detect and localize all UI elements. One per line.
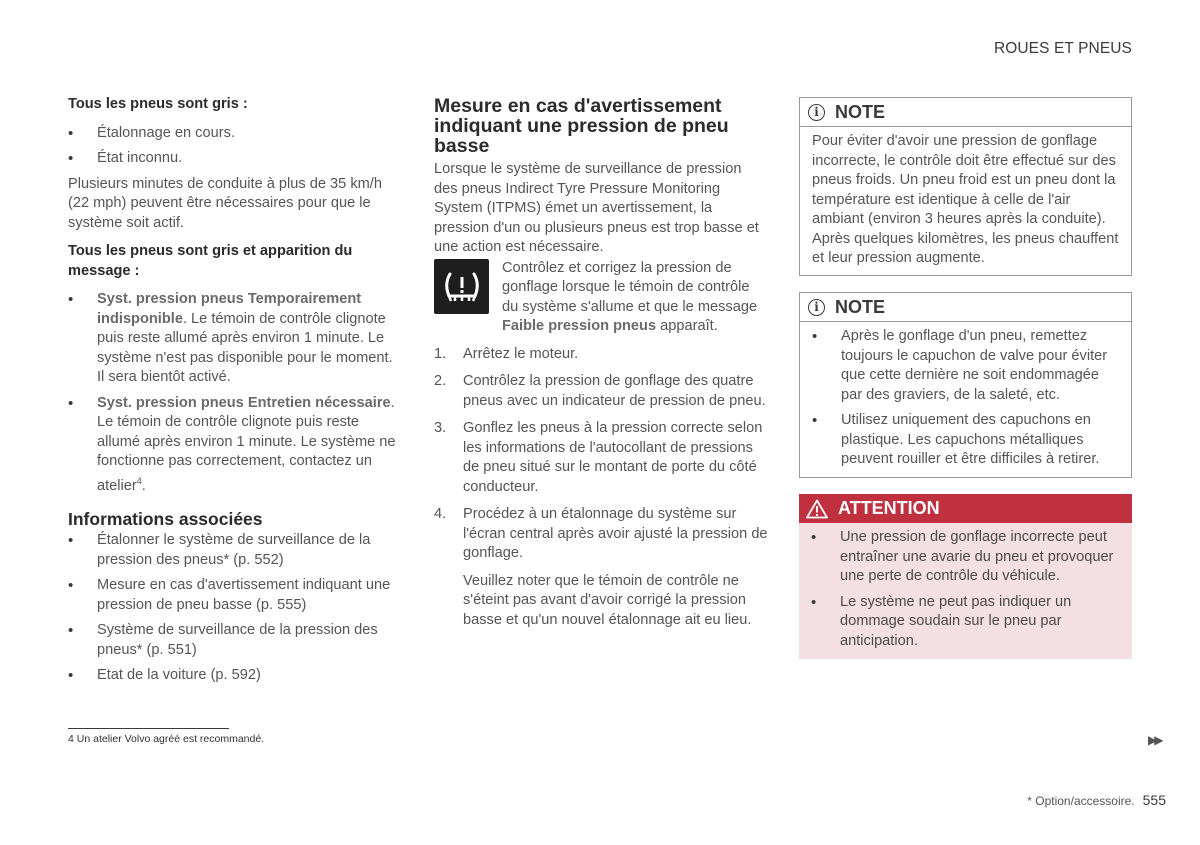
section-header: ROUES ET PNEUS [993, 40, 1132, 57]
list-item: • Une pression de gonflage incorrecte peut entraîner une avarie du pneu et provoquer une perte de contrôle du véhicule. [811, 528, 1122, 587]
column-left [68, 92, 400, 686]
step-text: Arrêtez le moteur. [463, 345, 579, 362]
tyre-pressure-icon [442, 268, 482, 304]
step-item [434, 505, 768, 564]
step-item [434, 345, 768, 365]
period: . [141, 477, 146, 494]
note-box-valve-caps [799, 292, 1132, 478]
attention-list [811, 528, 1122, 651]
note-box-cold-tyres [799, 97, 1132, 276]
next-page-icon[interactable]: ▶▶ [1148, 733, 1161, 747]
related-list [68, 531, 400, 686]
grey-status-list [68, 124, 400, 169]
related-heading: Informations associées [68, 508, 263, 529]
grey-tyres-heading: Tous les pneus sont gris : [68, 96, 248, 112]
note-list [812, 327, 1121, 470]
intro-paragraph: Lorsque le système de surveillance de pression des pneus Indirect Tyre Pressure Monitoring System (ITPMS) émet un avertissement, la pression d'un ou plusieurs pneus est trop basse et une action est nécessaire. [434, 161, 759, 255]
step-number: 2. [434, 373, 447, 389]
footnote-divider [68, 728, 229, 729]
message-description: . Le témoin de contrôle clignote puis reste allumé après environ 1 minute. Le système n'est pas disponible pour le moment. Il sera bientôt activé. [97, 310, 393, 385]
warning-triangle-icon [806, 499, 828, 519]
note-header [800, 293, 1131, 322]
step-item [434, 419, 768, 497]
related-link[interactable]: • Etat de la voiture (p. 592) [68, 666, 400, 686]
list-item: • État inconnu. [68, 149, 400, 169]
list-item [68, 394, 400, 496]
attention-body [799, 523, 1132, 659]
attention-box [799, 494, 1132, 659]
warning-lamp-text [502, 259, 768, 337]
attention-title: ATTENTION [838, 498, 940, 518]
step-number: 1. [434, 345, 447, 362]
warning-lamp-block [434, 259, 768, 337]
footnote-text: Un atelier Volvo agréé est recommandé. [73, 733, 265, 745]
step-text: Contrôlez la pression de gonflage des quatre pneus avec un indicateur de pression de pneu. [463, 373, 766, 409]
footnote [68, 733, 264, 745]
info-icon: i [808, 104, 825, 121]
footnote-number: 4 [68, 733, 74, 745]
footnote-ref[interactable]: 4 [136, 475, 142, 486]
note-title: NOTE [835, 101, 886, 122]
page-number: 555 [1142, 792, 1166, 808]
procedure-steps [434, 345, 768, 564]
tpms-warning-icon [434, 259, 489, 314]
list-item: • Utilisez uniquement des capuchons en plastique. Les capuchons métalliques peuvent rouiller et être difficiles à retirer. [812, 411, 1121, 470]
related-link[interactable]: • Système de surveillance de la pression des pneus* (p. 551) [68, 621, 400, 660]
related-link[interactable]: • Étalonner le système de surveillance de la pression des pneus* (p. 552) [68, 531, 400, 570]
message-text: Syst. pression pneus Entretien nécessaire [97, 394, 391, 411]
step-number: 4. [434, 506, 447, 522]
list-item [68, 290, 400, 388]
info-icon: i [808, 299, 825, 316]
lamp-text-start: Contrôlez et corrigez la pression de gonflage lorsque le témoin de contrôle du système s'allume et que le message [502, 259, 758, 315]
column-middle [434, 92, 768, 630]
step-note: Veuillez noter que le témoin de contrôle ne s'éteint pas avant d'avoir corrigé la pression basse et qu'un nouvel étalonnage ait eu lieu. [463, 572, 752, 628]
note-header [800, 98, 1131, 127]
message-text: Syst. pression pneus Temporairement indisponible [97, 291, 362, 327]
list-item: • Après le gonflage d'un pneu, remettez toujours le capuchon de valve pour éviter que cette dernière ne soit endommagée par des graviers, de la saleté, etc. [812, 327, 1121, 405]
attention-header [799, 494, 1132, 523]
grey-message-heading: Tous les pneus sont gris et apparition du message : [68, 243, 353, 279]
step-number: 3. [434, 420, 447, 436]
page-footer [960, 792, 1166, 808]
grey-paragraph: Plusieurs minutes de conduite à plus de 35 km/h (22 mph) peuvent être nécessaires pour que le système soit actif. [68, 175, 382, 231]
message-list [68, 290, 400, 496]
list-item: • Le système ne peut pas indiquer un dommage soudain sur le pneu par anticipation. [811, 593, 1122, 652]
step-text: Procédez à un étalonnage du système sur l'écran central après avoir ajusté la pression de gonflage. [463, 506, 768, 561]
option-note: * Option/accessoire. [1027, 794, 1135, 808]
related-link[interactable]: • Mesure en cas d'avertissement indiquant une pression de pneu basse (p. 555) [68, 576, 400, 615]
list-item: • Étalonnage en cours. [68, 124, 400, 144]
step-text: Gonflez les pneus à la pression correcte selon les informations de l'autocollant de pressions de pneu situé sur le montant de porte du côté conducteur. [463, 420, 763, 495]
step-item [434, 372, 768, 411]
lamp-text-end: apparaît. [656, 318, 718, 334]
note-body [800, 322, 1131, 478]
section-title: Mesure en cas d'avertissement indiquant une pression de pneu basse [434, 95, 729, 157]
note-text: Pour éviter d'avoir une pression de gonflage incorrecte, le contrôle doit être effectué sur des pneus froids. Un pneu froid est un pneu dont la température est identique à celle de l'air ambiant (environ 3 heures après la conduite). Après quelques kilomètres, les pneus chauffent et leur pression augmente. [812, 133, 1119, 266]
message-text: Faible pression pneus [502, 318, 657, 334]
message-description: . Le témoin de contrôle clignote puis reste allumé après environ 1 minute. Le système ne fonctionne pas correctement, contactez un atelier [97, 394, 396, 494]
note-title: NOTE [835, 296, 886, 317]
